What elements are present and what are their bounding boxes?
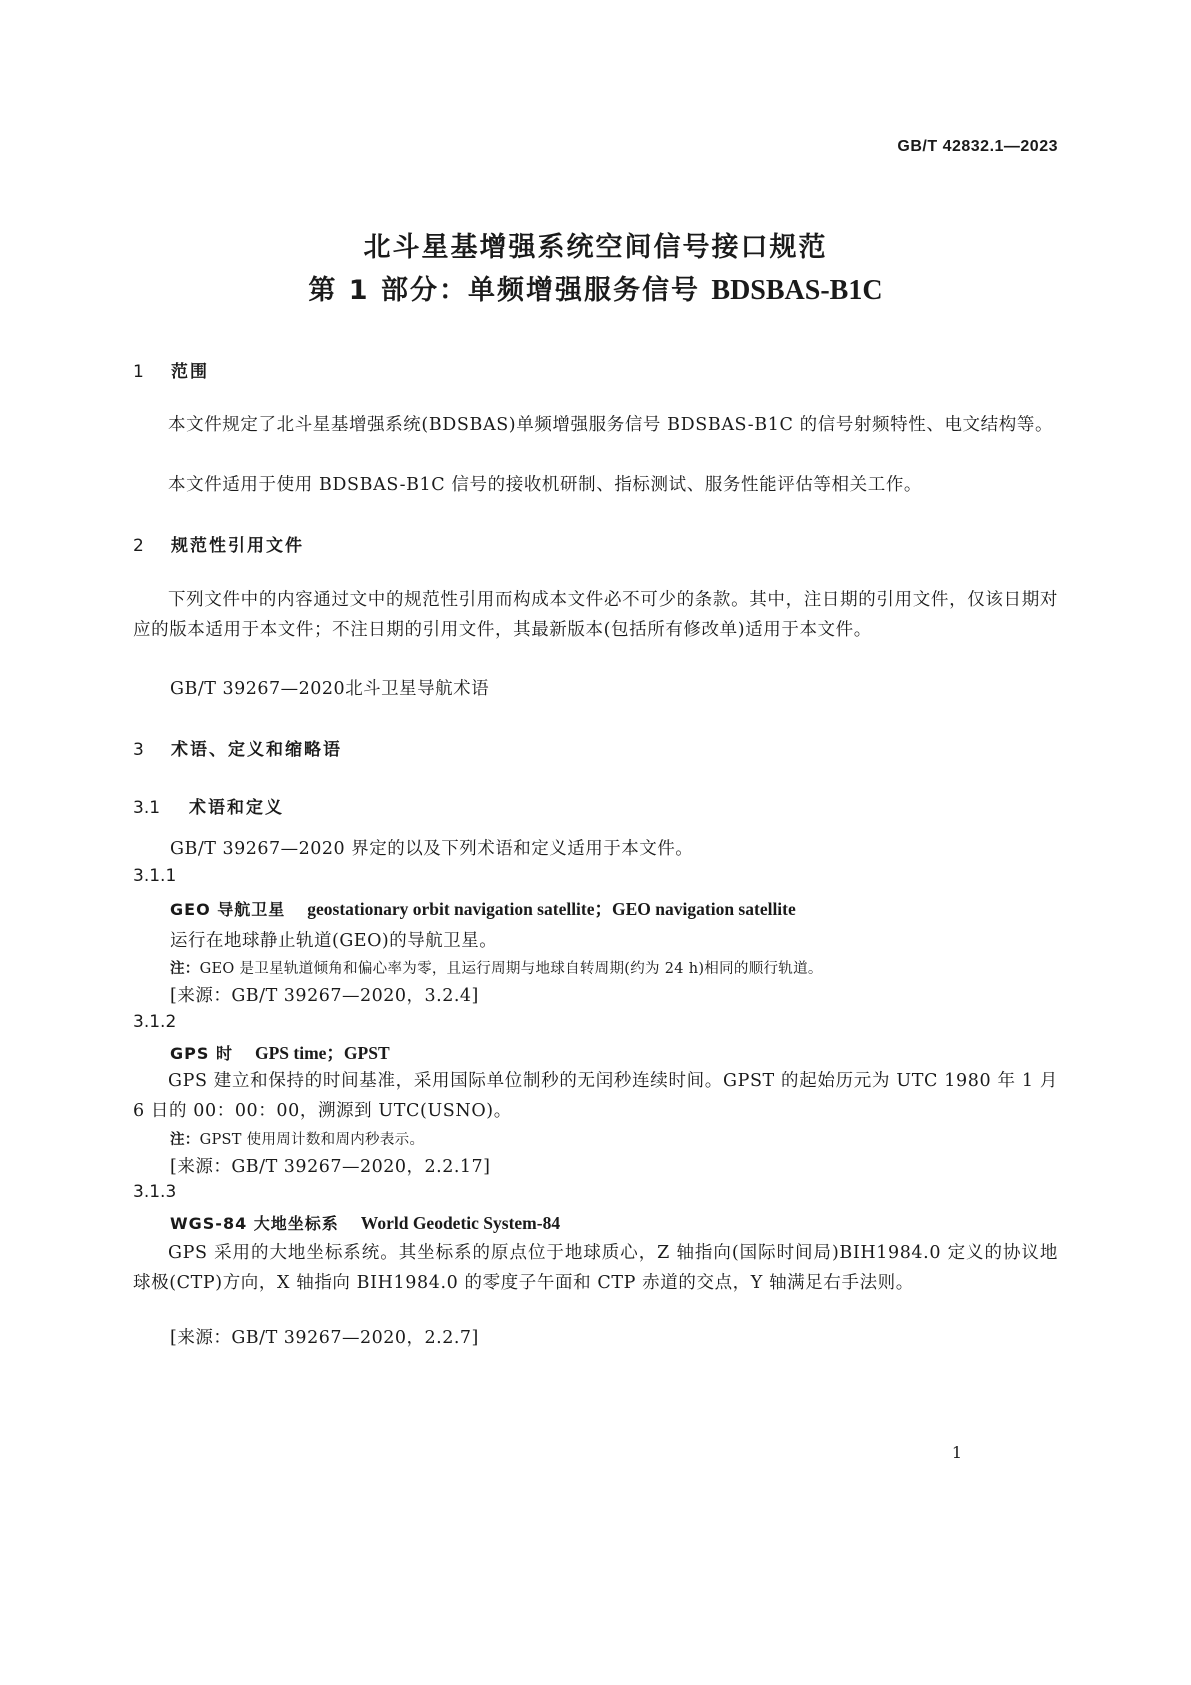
title-line2-latin: BDSBAS-B1C [711, 275, 883, 306]
term-note [170, 957, 823, 978]
section-number: 1 [133, 362, 144, 382]
term-number: 3.1.1 [133, 866, 177, 886]
section-title: 术语、定义和缩略语 [171, 740, 342, 760]
term-definition: GPS 建立和保持的时间基准，采用国际单位制秒的无闰秒连续时间。GPST 的起始历元为 UTC 1980 年 1 月 6 日的 00：00：00，溯源到 UTC(USNO)。 [133, 1071, 1058, 1121]
section-title: 规范性引用文件 [171, 536, 304, 556]
term-entry [170, 896, 796, 921]
term-note [170, 1128, 424, 1149]
term-entry [170, 1211, 560, 1234]
page-number: 1 [951, 1443, 962, 1462]
terms-intro: GB/T 39267—2020 界定的以及下列术语和定义适用于本文件。 [170, 839, 694, 859]
subsection-number: 3.1 [133, 798, 161, 818]
reference-title: 北斗卫星导航术语 [345, 679, 490, 699]
term-en: World Geodetic System-84 [360, 1213, 561, 1233]
section-1-heading [133, 357, 209, 382]
title-line2-zh: 第 1 部分：单频增强服务信号 [308, 275, 700, 306]
note-label: 注： [170, 961, 200, 977]
subsection-3-1-heading [133, 793, 284, 818]
standard-code: GB/T 42832.1—2023 [897, 138, 1058, 155]
term-number: 3.1.2 [133, 1012, 177, 1032]
term-source: [来源：GB/T 39267—2020，3.2.4] [170, 986, 479, 1006]
term-definition: GPS 采用的大地坐标系统。其坐标系的原点位于地球质心，Z 轴指向(国际时间局)BIH1984.0 定义的协议地球极(CTP)方向，X 轴指向 BIH1984.0 的零度子午面和 CTP 赤道的交点，Y 轴满足右手法则。 [133, 1243, 1058, 1293]
subsection-title: 术语和定义 [189, 798, 284, 818]
note-label: 注： [170, 1132, 200, 1148]
section-number: 2 [133, 536, 144, 556]
term-number: 3.1.3 [133, 1182, 177, 1202]
section-2-paragraph-1: 下列文件中的内容通过文中的规范性引用而构成本文件必不可少的条款。其中，注日期的引用文件，仅该日期对应的版本适用于本文件；不注日期的引用文件，其最新版本(包括所有修改单)适用于本文件。 [133, 590, 1058, 640]
section-number: 3 [133, 740, 144, 760]
document-title-line1: 北斗星基增强系统空间信号接口规范 [363, 232, 828, 263]
reference-code: GB/T 39267—2020 [170, 679, 346, 699]
normative-reference [170, 675, 489, 700]
term-definition: 运行在地球静止轨道(GEO)的导航卫星。 [170, 931, 498, 951]
term-zh: GPS 时 [170, 1044, 233, 1063]
section-3-heading [133, 735, 342, 760]
term-en: geostationary orbit navigation satellite；GEO navigation satellite [307, 899, 796, 919]
term-zh: GEO 导航卫星 [170, 900, 286, 919]
term-entry [170, 1040, 390, 1065]
note-text: GEO 是卫星轨道倾角和偏心率为零，且运行周期与地球自转周期(约为 24 h)相同的顺行轨道。 [199, 961, 823, 977]
section-title: 范围 [171, 362, 209, 382]
section-1-paragraph-2: 本文件适用于使用 BDSBAS-B1C 信号的接收机研制、指标测试、服务性能评估等相关工作。 [168, 475, 923, 495]
note-text: GPST 使用周计数和周内秒表示。 [199, 1132, 425, 1148]
term-en: GPS time；GPST [254, 1043, 390, 1063]
term-source: [来源：GB/T 39267—2020，2.2.7] [170, 1328, 479, 1348]
term-source: [来源：GB/T 39267—2020，2.2.17] [170, 1157, 491, 1177]
document-title-line2 [0, 268, 1191, 307]
term-zh: WGS-84 大地坐标系 [170, 1214, 339, 1233]
section-1-paragraph-1: 本文件规定了北斗星基增强系统(BDSBAS)单频增强服务信号 BDSBAS-B1C 的信号射频特性、电文结构等。 [168, 415, 1054, 435]
section-2-heading [133, 531, 304, 556]
